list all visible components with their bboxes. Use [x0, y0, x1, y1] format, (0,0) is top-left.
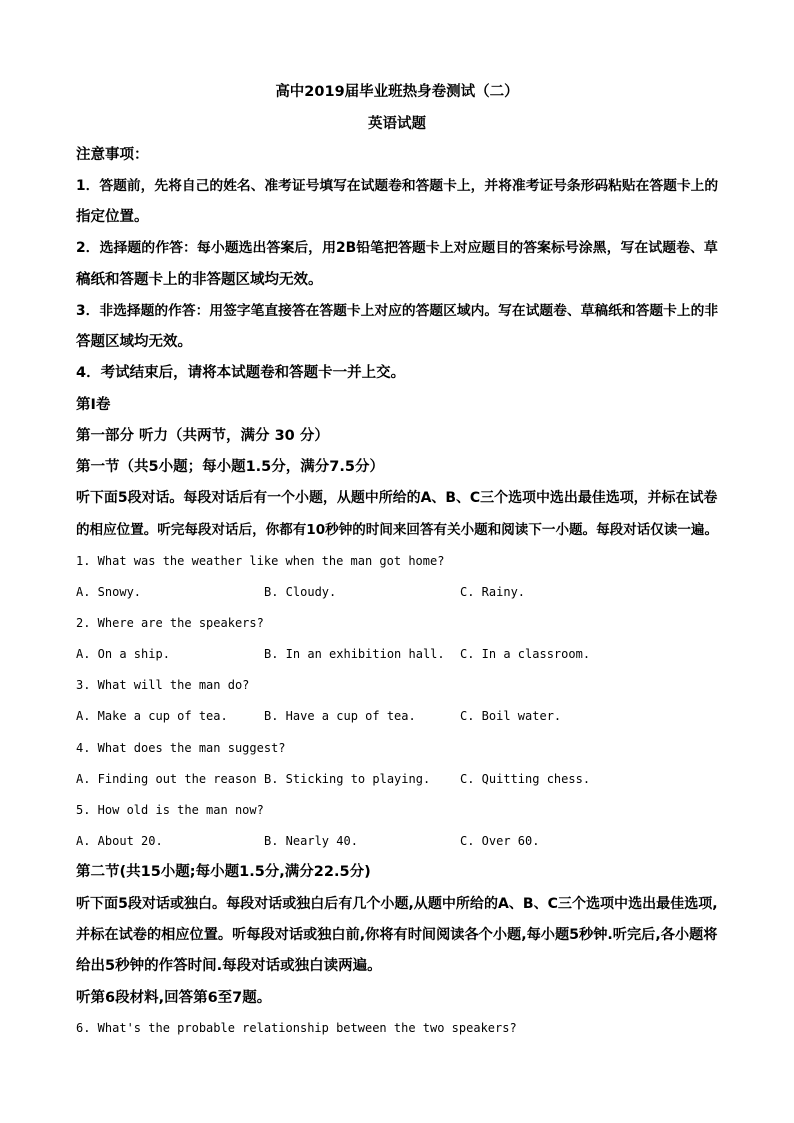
page-title: 高中2019届毕业班热身卷测试（二）: [275, 84, 519, 100]
note-2-line-2: 稿纸和答题卡上的非答题区域均无效。: [76, 272, 323, 288]
question-5-option-a: A. About 20.: [76, 834, 163, 848]
note-2-line-1: 2．选择题的作答：每小题选出答案后，用2B铅笔把答题卡上对应题目的答案标号涂黑，写在试题卷、草: [76, 240, 718, 256]
question-1-option-a: A. Snowy.: [76, 585, 142, 599]
question-5: 5. How old is the man now?: [76, 803, 264, 817]
volume-heading: 第Ⅰ卷: [76, 397, 111, 413]
question-5-option-b: B. Nearly 40.: [264, 834, 358, 848]
question-6: 6. What's the probable relationship between the two speakers?: [76, 1021, 517, 1035]
material-6-heading: 听第6段材料,回答第6至7题。: [76, 990, 272, 1006]
question-4-option-a: A. Finding out the reason: [76, 772, 257, 786]
note-4: 4．考试结束后，请将本试题卷和答题卡一并上交。: [76, 365, 406, 381]
section-2-instruction-line-1: 听下面5段对话或独白。每段对话或独白后有几个小题,从题中所给的A、B、C三个选项中选出最佳选项,: [76, 896, 718, 912]
question-4-option-b: B. Sticking to playing.: [264, 772, 431, 786]
note-1-line-2: 指定位置。: [76, 209, 149, 225]
page-subtitle: 英语试题: [368, 116, 426, 132]
section-1-instruction-line-2: 的相应位置。听完每段对话后，你都有10秒钟的时间来回答有关小题和阅读下一小题。每段对话仅读一遍。: [76, 522, 719, 538]
note-3-line-1: 3．非选择题的作答：用签字笔直接答在答题卡上对应的答题区域内。写在试题卷、草稿纸和答题卡上的非: [76, 303, 719, 319]
question-3-option-b: B. Have a cup of tea.: [264, 709, 416, 723]
question-4: 4. What does the man suggest?: [76, 741, 286, 755]
question-5-option-c: C. Over 60.: [460, 834, 540, 848]
question-2-option-b: B. In an exhibition hall.: [264, 647, 445, 661]
question-3-option-a: A. Make a cup of tea.: [76, 709, 228, 723]
question-1: 1. What was the weather like when the man got home?: [76, 554, 445, 568]
question-4-option-c: C. Quitting chess.: [460, 772, 591, 786]
question-1-option-b: B. Cloudy.: [264, 585, 337, 599]
section-2-instruction-line-2: 并标在试卷的相应位置。听每段对话或独白前,你将有时间阅读各个小题,每小题5秒钟.听完后,各小题将: [76, 927, 718, 943]
note-1-line-1: 1．答题前，先将自己的姓名、准考证号填写在试题卷和答题卡上，并将准考证号条形码粘贴在答题卡上的: [76, 178, 719, 194]
note-3-line-2: 答题区域均无效。: [76, 334, 192, 350]
section-2-title: 第二节(共15小题;每小题1.5分,满分22.5分): [76, 864, 371, 880]
question-2: 2. Where are the speakers?: [76, 616, 264, 630]
question-1-option-c: C. Rainy.: [460, 585, 526, 599]
question-3: 3. What will the man do?: [76, 678, 250, 692]
section-1-instruction-line-1: 听下面5段对话。每段对话后有一个小题，从题中所给的A、B、C三个选项中选出最佳选项，并标在试卷: [76, 490, 718, 506]
section-1-title: 第一节（共5小题；每小题1.5分，满分7.5分）: [76, 459, 384, 475]
part-1-title: 第一部分 听力（共两节，满分 30 分）: [76, 428, 329, 444]
notes-heading: 注意事项：: [76, 147, 149, 163]
question-3-option-c: C. Boil water.: [460, 709, 562, 723]
section-2-instruction-line-3: 给出5秒钟的作答时间.每段对话或独白读两遍。: [76, 958, 382, 974]
question-2-option-c: C. In a classroom.: [460, 647, 591, 661]
question-2-option-a: A. On a ship.: [76, 647, 170, 661]
